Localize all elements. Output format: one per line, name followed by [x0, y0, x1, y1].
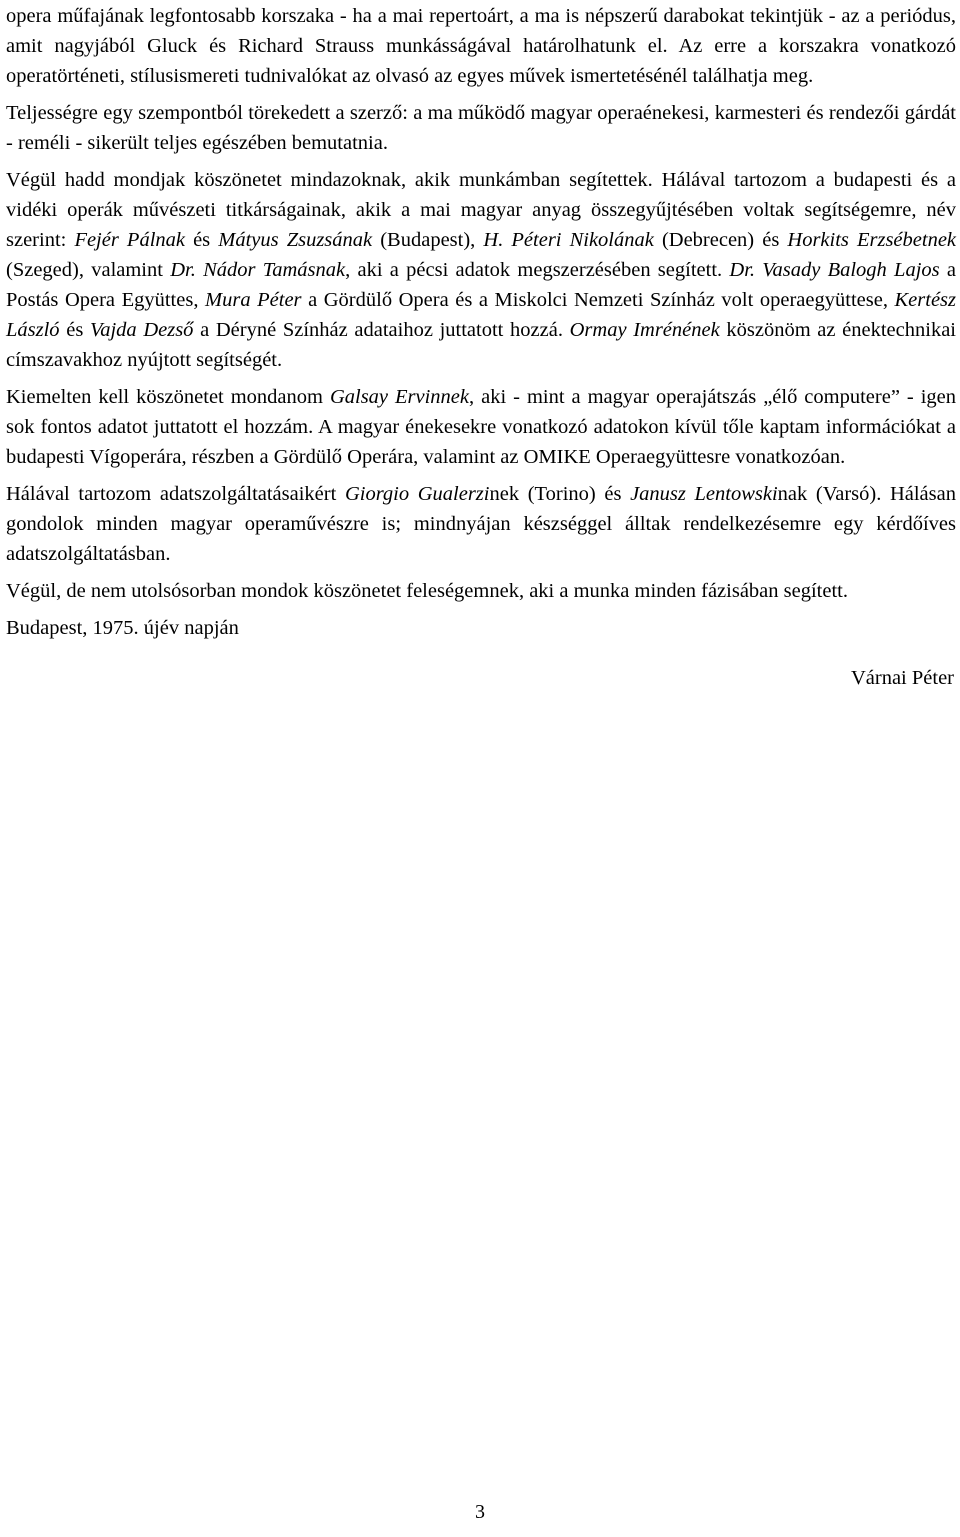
italic-name: Vajda Dezső: [89, 319, 194, 341]
text-run: Hálával tartozom adatszolgáltatásaikért: [6, 483, 345, 505]
text-run: Végül hadd mondjak köszönetet mindazoknak, akik munkámban segítettek. Hálával tartozom a budapesti és a vidéki operák művészeti titkárságainak, akik a mai magyar anyag összegyűjtésében voltak segítségemre, név szerint:: [6, 169, 956, 251]
paragraph-wife-thanks: [6, 576, 956, 606]
italic-name: H. Péteri Nikolának: [483, 229, 654, 251]
italic-name: Kertész László: [6, 289, 956, 341]
italic-name: Horkits Erzsébetnek: [787, 229, 957, 251]
italic-name: Dr. Vasady Balogh Lajos: [729, 259, 940, 281]
paragraph-intro: [6, 0, 956, 91]
italic-name: Mura Péter: [205, 289, 302, 311]
text-run: opera műfajának legfontosabb korszaka - ha a mai repertoárt, a ma is népszerű darabokat tekintjük - az a periódus, amit nagyjából Gluck és Richard Strauss munkásságával határolhatunk el. Az erre a korszakra vonatkozó operatörténeti, stílusismereti tudnivalókat az olvasó az egyes művek ismertetésénél találhatja meg.: [6, 5, 956, 87]
text-run: (Szeged), valamint: [6, 259, 171, 281]
italic-name: Janusz Lentowski: [630, 483, 778, 505]
text-run: (Debrecen) és: [653, 229, 788, 251]
text-run: , aki a pécsi adatok megszerzésében segített.: [345, 259, 730, 281]
paragraph-data-providers: [6, 479, 956, 569]
text-run: nek (Torino) és: [489, 483, 631, 505]
text-run: nak (Varsó). Hálásan gondolok minden magyar operaművészre is; mindnyájan készséggel álltak rendelkezésemre egy kérdőíves adatszolgáltatásban.: [6, 483, 956, 565]
paragraph-special-thanks: [6, 382, 956, 472]
date-line: Budapest, 1975. újév napján: [6, 617, 239, 639]
signature: Várnai Péter: [850, 667, 954, 689]
text-run: Teljességre egy szempontból törekedett a szerző: a ma működő magyar operaénekesi, karmesteri és rendezői gárdát - reméli - sikerült teljes egészében bemutatnia.: [6, 102, 956, 154]
text-run: Kiemelten kell köszönetet mondanom: [6, 386, 330, 408]
text-run: a Postás Opera Együttes,: [6, 259, 956, 311]
italic-name: Ormay Imrénének: [569, 319, 720, 341]
text-run: köszönöm az énektechnikai címszavakhoz nyújtott segítségét.: [6, 319, 956, 371]
text-run: , aki - mint a magyar operajátszás „élő computere” - igen sok fontos adatot juttatott el hozzám. A magyar énekesekre vonatkozó adatokon kívül tőle kaptam információkat a budapesti Vígoperára, részben a Gördülő Operára, valamint az OMIKE Operaegyüttesre vonatkozóan.: [6, 386, 957, 468]
text-run: (Budapest),: [372, 229, 484, 251]
italic-name: Dr. Nádor Tamásnak: [170, 259, 346, 281]
text-run: és: [185, 229, 219, 251]
paragraph-acknowledgements: [6, 165, 956, 375]
italic-name: Galsay Ervinnek: [329, 386, 470, 408]
italic-name: Mátyus Zsuzsának: [218, 229, 373, 251]
italic-name: Fejér Pálnak: [74, 229, 185, 251]
page-number: 3: [475, 1501, 485, 1523]
text-run: a Déryné Színház adataihoz juttatott hozzá.: [193, 319, 570, 341]
text-run: Végül, de nem utolsósorban mondok köszönetet feleségemnek, aki a munka minden fázisában segített.: [6, 580, 848, 602]
paragraph-completeness: [6, 98, 956, 158]
italic-name: Giorgio Gualerzi: [344, 483, 490, 505]
document-page: [6, 0, 956, 693]
text-run: és: [59, 319, 90, 341]
text-run: a Gördülő Opera és a Miskolci Nemzeti Színház volt operaegyüttese,: [301, 289, 895, 311]
